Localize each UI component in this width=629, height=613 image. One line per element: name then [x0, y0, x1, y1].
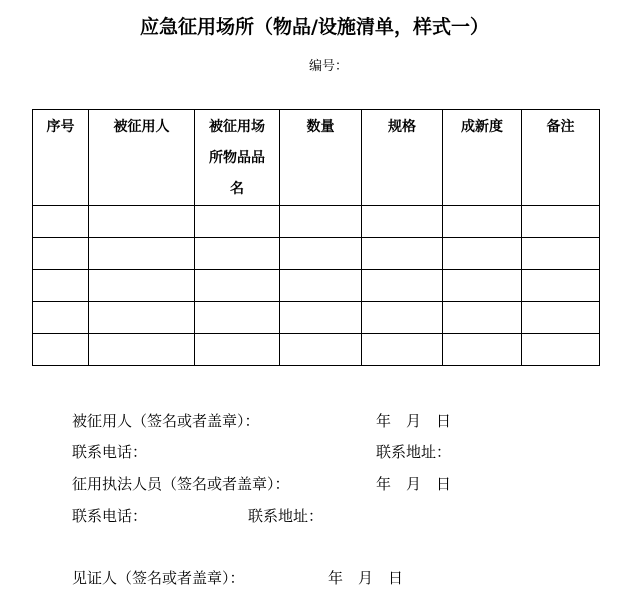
table-cell	[195, 302, 280, 334]
officer-date: 年 月 日	[376, 475, 452, 493]
table-cell	[443, 206, 522, 238]
table-cell	[89, 270, 195, 302]
officer-sign-label: 征用执法人员（签名或者盖章）：	[72, 475, 290, 493]
table-cell	[362, 334, 443, 366]
table-cell	[522, 206, 600, 238]
table-cell	[89, 206, 195, 238]
table-row	[33, 334, 600, 366]
table-cell	[195, 206, 280, 238]
number-label: 编号：	[309, 59, 349, 74]
header-condition: 成新度	[443, 110, 522, 206]
table-cell	[33, 302, 89, 334]
table-cell	[362, 302, 443, 334]
items-table	[32, 109, 600, 366]
table-row	[33, 302, 600, 334]
header-item-name: 被征用场所物品品名	[195, 110, 280, 206]
table-cell	[280, 334, 362, 366]
table-cell	[89, 334, 195, 366]
header-spec: 规格	[362, 110, 443, 206]
table-cell	[522, 270, 600, 302]
table-cell	[362, 206, 443, 238]
table-cell	[280, 302, 362, 334]
witness-sign-label: 见证人（签名或者盖章）：	[72, 569, 245, 587]
table-cell	[33, 238, 89, 270]
table-cell	[280, 238, 362, 270]
table-cell	[195, 334, 280, 366]
requisitioned-address-label: 联系地址：	[376, 443, 452, 461]
table-row	[33, 270, 600, 302]
table-cell	[33, 206, 89, 238]
table-row	[33, 206, 600, 238]
table-cell	[522, 302, 600, 334]
table-cell	[522, 334, 600, 366]
witness-date: 年 月 日	[328, 569, 404, 587]
requisitioned-phone-label: 联系电话：	[72, 443, 148, 461]
table-cell	[443, 270, 522, 302]
table-cell	[33, 270, 89, 302]
table-header-row	[33, 110, 600, 206]
table-cell	[89, 238, 195, 270]
header-remarks: 备注	[522, 110, 600, 206]
requisitioned-sign-label: 被征用人（签名或者盖章）：	[72, 412, 260, 430]
header-index: 序号	[33, 110, 89, 206]
table-cell	[195, 270, 280, 302]
table-cell	[522, 238, 600, 270]
requisitioned-date: 年 月 日	[376, 412, 452, 430]
table-cell	[195, 238, 280, 270]
officer-phone-label: 联系电话：	[72, 507, 148, 525]
table-cell	[89, 302, 195, 334]
table-cell	[362, 238, 443, 270]
table-cell	[362, 270, 443, 302]
table-cell	[443, 302, 522, 334]
header-quantity: 数量	[280, 110, 362, 206]
table-cell	[280, 206, 362, 238]
header-requisitioned-person: 被征用人	[89, 110, 195, 206]
page-title: 应急征用场所（物品/设施清单，样式一）	[140, 16, 489, 38]
officer-address-label: 联系地址：	[248, 507, 324, 525]
table-cell	[280, 270, 362, 302]
table-cell	[443, 334, 522, 366]
table-row	[33, 238, 600, 270]
table-cell	[443, 238, 522, 270]
table-cell	[33, 334, 89, 366]
